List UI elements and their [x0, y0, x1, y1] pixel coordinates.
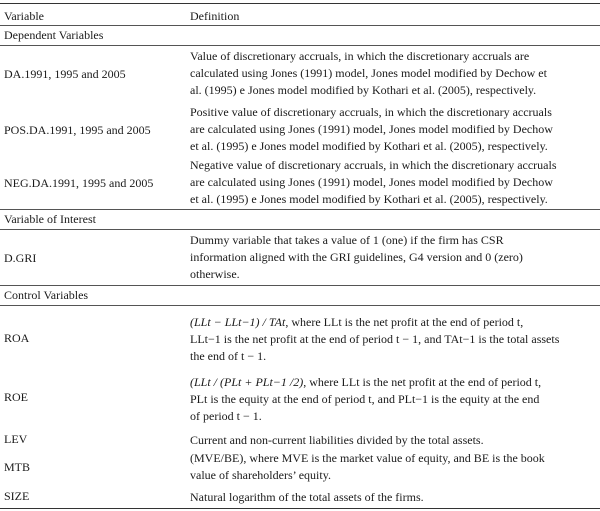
row-negda-line: et al. (1995) e Jones model modified by Kothari et al. (2005), respectively. — [190, 192, 548, 206]
top-rule — [0, 3, 600, 4]
row-dgri-line: Dummy variable that takes a value of 1 (one) if the firm has CSR — [190, 233, 504, 247]
section-control-top-rule — [0, 285, 600, 286]
row-size-name: SIZE — [4, 489, 30, 503]
row-roa-line: the end of t − 1. — [190, 349, 267, 363]
row-roa-line1-rest: , where LLt is the net profit at the end of period t, — [285, 315, 524, 329]
row-negda-line: Negative value of discretionary accruals, in which the discretionary accruals — [190, 158, 557, 172]
row-roa-name: ROA — [4, 331, 30, 345]
row-roe-name: ROE — [4, 390, 28, 404]
section-control-rule — [0, 305, 600, 306]
row-roa-definition — [190, 314, 590, 365]
row-roe-definition — [190, 374, 590, 425]
row-da-line: Value of discretionary accruals, in which the discretionary accruals are — [190, 49, 530, 63]
row-lev-name: LEV — [4, 432, 28, 446]
row-lev-definition — [190, 432, 590, 449]
row-dgri-name: D.GRI — [4, 251, 37, 265]
row-posda-name: POS.DA.1991, 1995 and 2005 — [4, 123, 151, 137]
row-roa-line: LLt−1 is the net profit at the end of period t − 1, and TAt−1 is the total assets — [190, 332, 560, 346]
row-roe-formula: (LLt / (PLt + PLt−1 /2) — [190, 375, 304, 389]
section-dependent-rule — [0, 45, 600, 46]
section-interest-top-rule — [0, 209, 600, 210]
row-roe-line — [190, 374, 590, 391]
row-negda-definition — [190, 157, 590, 208]
row-dgri-line: information aligned with the GRI guidelines, G4 version and 0 (zero) — [190, 250, 523, 264]
row-da-line: al. (1995) e Jones model modified by Kothari et al. (2005), respectively. — [190, 83, 537, 97]
row-roe-line: PLt is the equity at the end of period t, and PLt−1 is the equity at the end — [190, 392, 540, 406]
section-control: Control Variables — [4, 288, 89, 302]
row-dgri-line: otherwise. — [190, 267, 240, 281]
row-roe-line1-rest: , where LLt is the net profit at the end of period t, — [303, 375, 542, 389]
row-roe-line: of period t − 1. — [190, 409, 262, 423]
row-da-line: calculated using Jones (1991) model, Jones model modified by Dechow et — [190, 66, 547, 80]
row-mtb-line: value of shareholders’ equity. — [190, 468, 331, 482]
row-roa-line — [190, 314, 590, 331]
row-negda-line: are calculated using Jones (1991) model, Jones model modified by Dechow — [190, 175, 553, 189]
row-size-line: Natural logarithm of the total assets of the firms. — [190, 490, 424, 504]
row-da-name: DA.1991, 1995 and 2005 — [4, 67, 126, 81]
row-roa-formula: (LLt − LLt−1) / TAt — [190, 315, 286, 329]
row-dgri-definition — [190, 232, 590, 283]
header-variable: Variable — [4, 9, 44, 23]
row-posda-line: et al. (1995) e Jones model modified by Kothari et al. (2005), respectively. — [190, 139, 548, 153]
row-negda-name: NEG.DA.1991, 1995 and 2005 — [4, 176, 154, 190]
row-size-definition — [190, 489, 590, 506]
header-definition: Definition — [190, 9, 240, 23]
row-posda-line: Positive value of discretionary accruals, in which the discretionary accruals — [190, 105, 552, 119]
section-interest-rule — [0, 229, 600, 230]
row-mtb-name: MTB — [4, 460, 31, 474]
section-dependent: Dependent Variables — [4, 28, 104, 42]
row-mtb-definition — [190, 450, 590, 484]
row-lev-line: Current and non-current liabilities divided by the total assets. — [190, 433, 484, 447]
header-rule — [0, 25, 600, 26]
bottom-rule — [0, 508, 600, 509]
section-interest: Variable of Interest — [4, 212, 96, 226]
row-posda-definition — [190, 104, 590, 155]
row-mtb-line: (MVE/BE), where MVE is the market value of equity, and BE is the book — [190, 451, 545, 465]
row-posda-line: are calculated using Jones (1991) model, Jones model modified by Dechow — [190, 122, 553, 136]
row-da-definition — [190, 48, 590, 99]
